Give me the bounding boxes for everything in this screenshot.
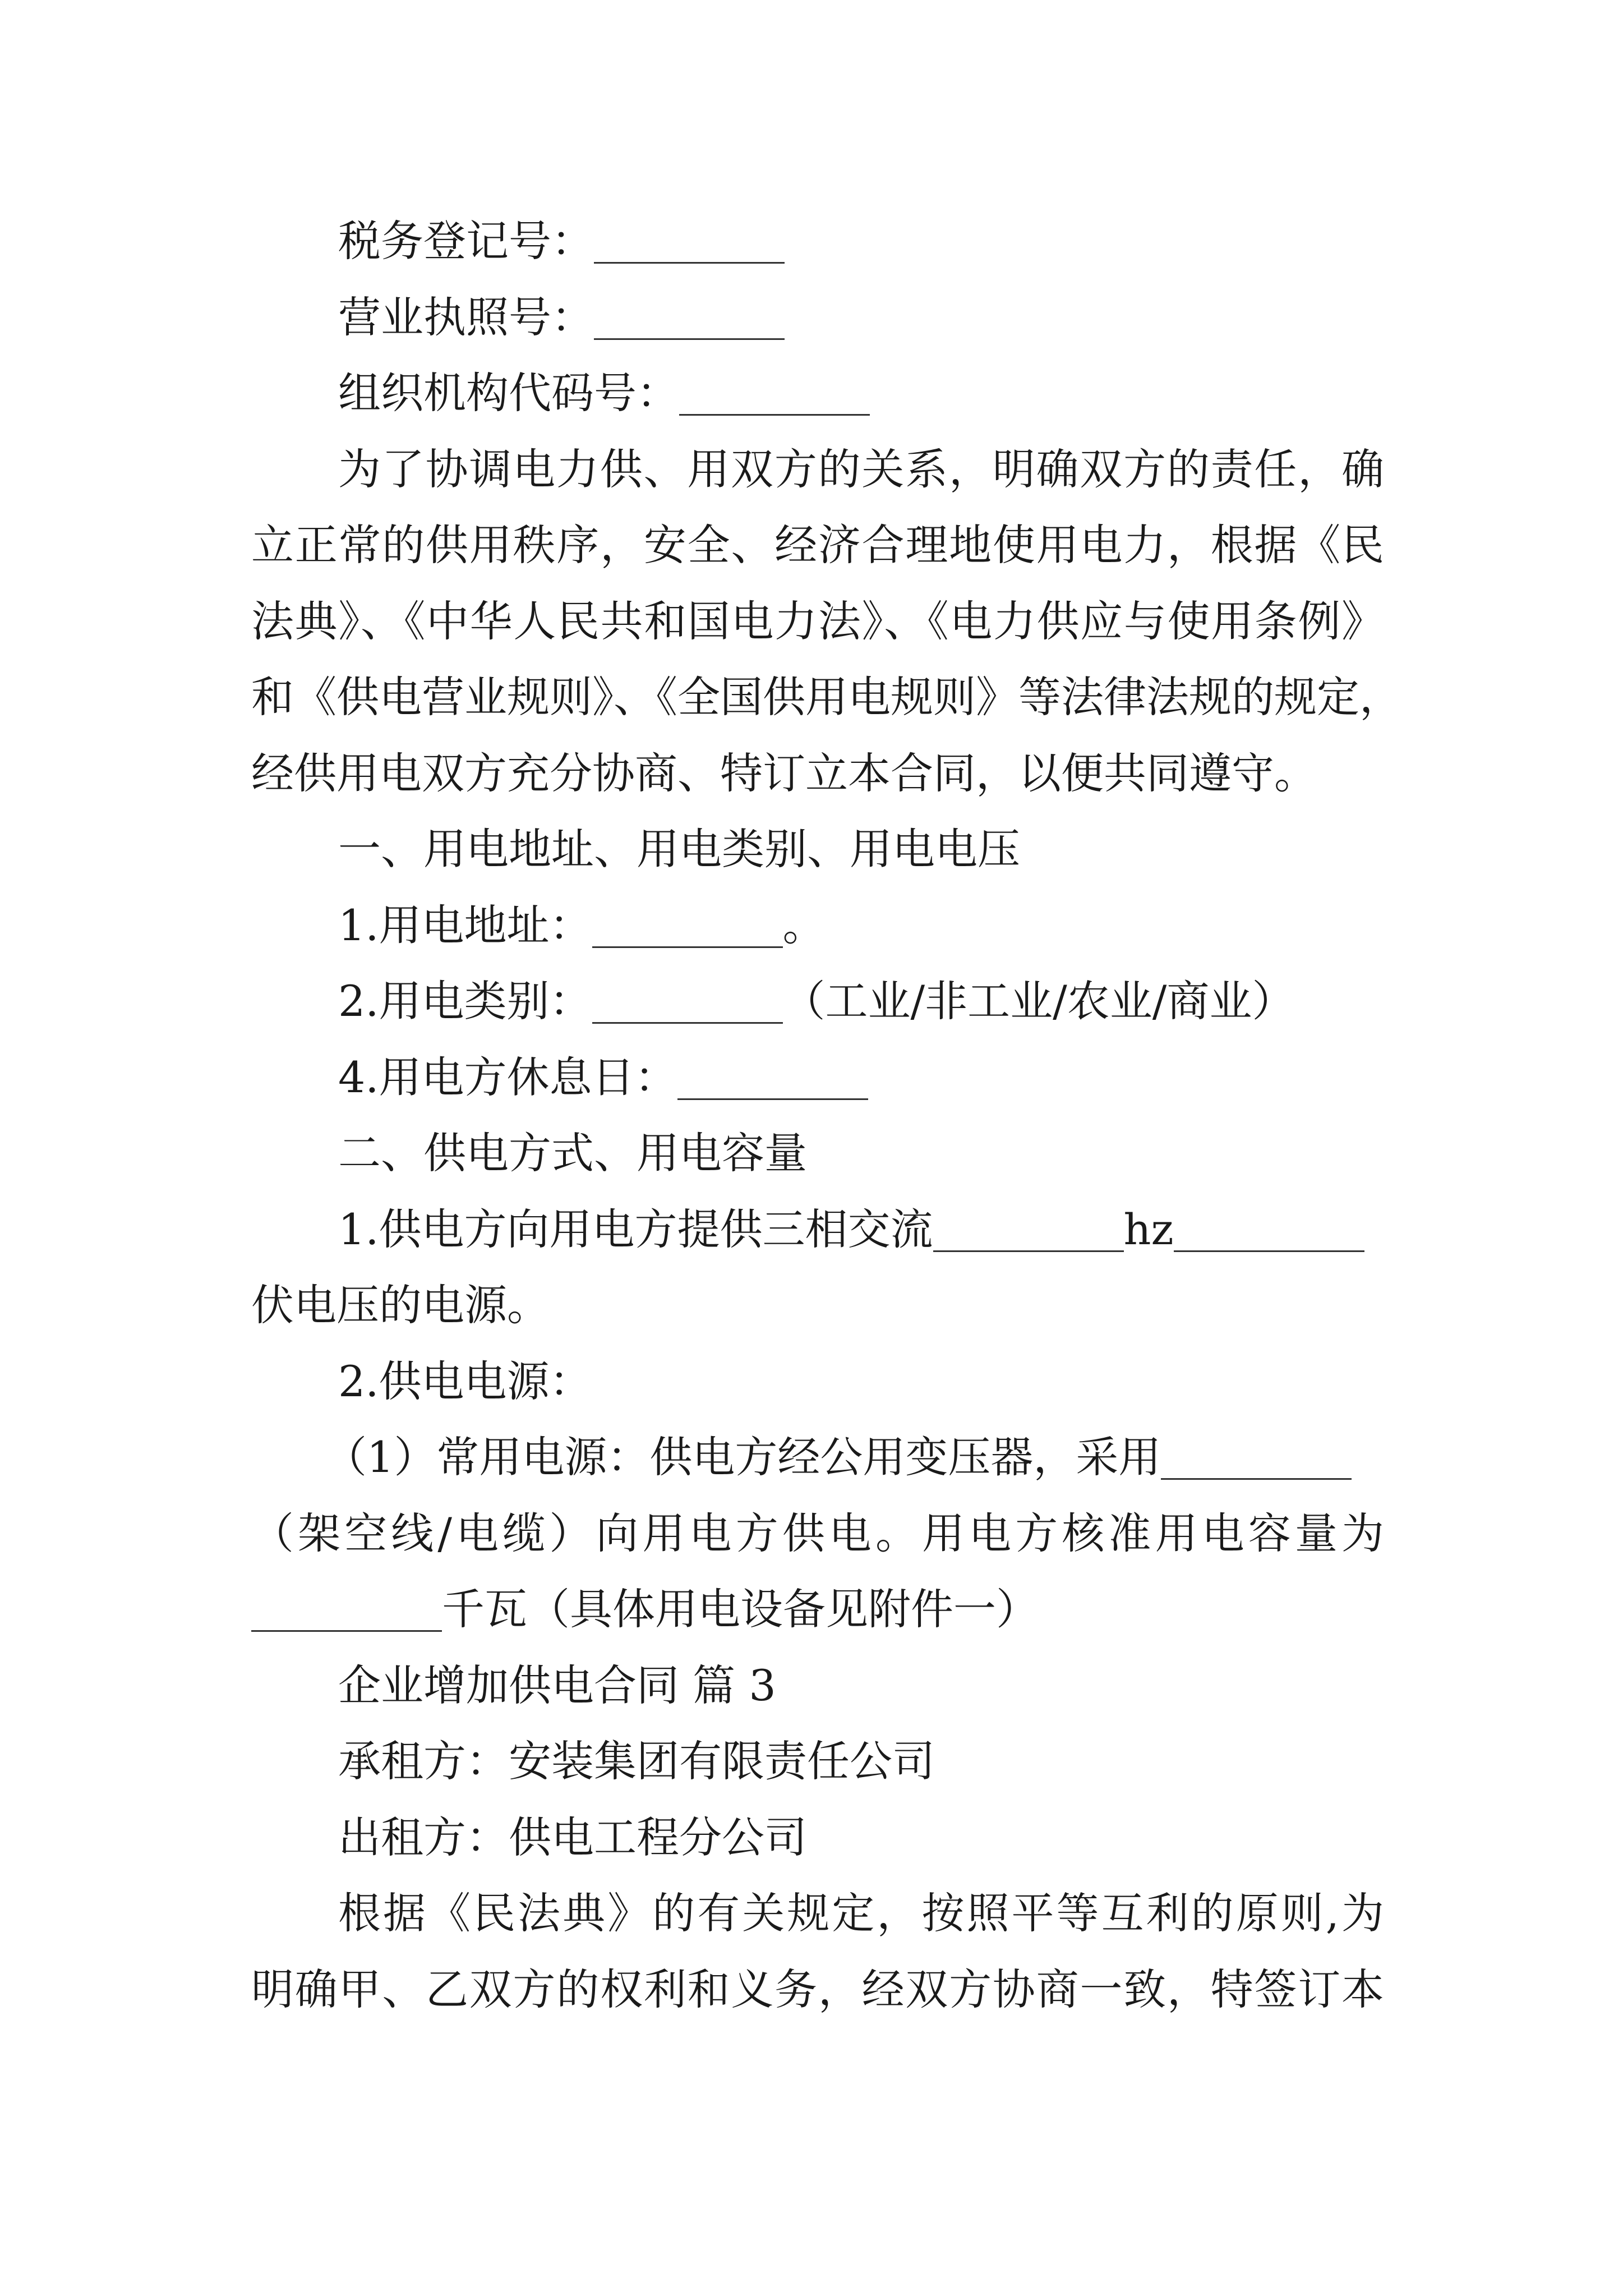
address-period: 。 (782, 900, 826, 950)
tax-registration-blank (594, 260, 785, 264)
address-label: 1.用电地址： (338, 900, 592, 950)
capacity-line (251, 1571, 1384, 1648)
paragraph-line: 明确甲、乙双方的权利和义务，经双方协商一致，特签订本 (251, 1964, 1384, 2014)
category-line (251, 963, 1384, 1039)
voltage-line: 伏电压的电源。 (251, 1280, 550, 1330)
rest-day-blank (677, 1096, 868, 1100)
capacity-unit: 千瓦（具体用电设备见附件一） (442, 1584, 1039, 1634)
section-heading-1: 一、用电地址、用电类别、用电电压 (338, 824, 1020, 874)
supply-line (251, 1191, 1384, 1268)
paragraph-line: 经供用电双方充分协商、特订立本合同，以便共同遵守。 (251, 748, 1317, 798)
tax-registration-line (251, 203, 1384, 279)
category-options: （工业/非工业/农业/商业） (782, 976, 1295, 1026)
lessor-line: 出租方：供电工程分公司 (338, 1812, 807, 1862)
paragraph-line: 法典》、《中华人民共和国电力法》、《电力供应与使用条例》 (251, 596, 1384, 646)
document-body (251, 203, 1402, 2027)
capacity-blank (251, 1628, 442, 1632)
rest-day-line (251, 1039, 1384, 1116)
lessee-line: 承租方：安装集团有限责任公司 (338, 1736, 935, 1786)
paragraph-line: 立正常的供用秩序，安全、经济合理地使用电力，根据《民 (251, 520, 1384, 570)
business-license-line (251, 279, 1384, 356)
org-code-line (251, 355, 1384, 431)
address-line (251, 887, 1384, 964)
voltage-blank (1174, 1248, 1364, 1252)
contract-title: 企业增加供电合同 篇 3 (338, 1660, 776, 1710)
org-code-blank (679, 412, 870, 416)
category-label: 2.用电类别： (338, 976, 592, 1026)
rest-day-label: 4.用电方休息日： (338, 1052, 677, 1102)
org-code-label: 组织机构代码号： (338, 368, 679, 418)
frequency-unit: hz (1123, 1204, 1174, 1254)
frequency-blank (933, 1248, 1124, 1252)
power-source-line: 2.供电电源： (338, 1356, 592, 1406)
common-source-label: （1）常用电源：供电方经公用变压器，采用 (324, 1432, 1161, 1482)
address-blank (592, 944, 783, 948)
common-source-line (251, 1419, 1384, 1496)
line-type-blank (1161, 1476, 1352, 1480)
paragraph-line: （架空线/电缆）向用电方供电。用电方核准用电容量为 (251, 1508, 1384, 1558)
business-license-label: 营业执照号： (338, 292, 594, 342)
paragraph-line: 根据《民法典》的有关规定，按照平等互利的原则,为 (338, 1888, 1384, 1938)
business-license-blank (594, 336, 785, 340)
paragraph-line: 和《供电营业规则》、《全国供用电规则》等法律法规的规定， (251, 672, 1402, 722)
tax-registration-label: 税务登记号： (338, 216, 594, 266)
supply-label: 1.供电方向用电方提供三相交流 (338, 1204, 933, 1254)
category-blank (592, 1020, 783, 1024)
paragraph-line: 为了协调电力供、用双方的关系，明确双方的责任，确 (338, 444, 1384, 494)
section-heading-2: 二、供电方式、用电容量 (338, 1128, 807, 1178)
